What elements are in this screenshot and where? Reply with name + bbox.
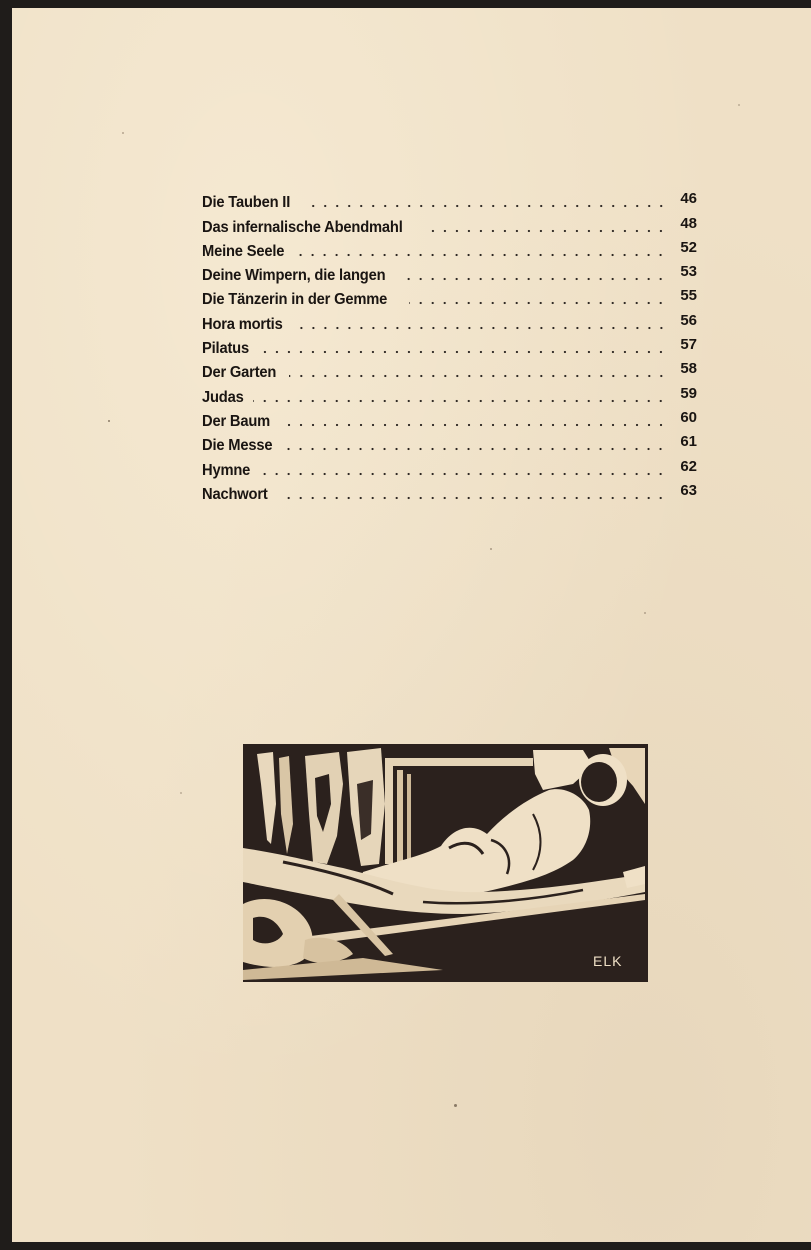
paper-speck [180, 792, 182, 794]
paper-speck [454, 1104, 457, 1107]
window-frame [407, 774, 411, 860]
toc-entry-title: Nachwort [202, 485, 268, 503]
toc-dot-leader [304, 204, 667, 208]
toc-entry [202, 237, 697, 261]
toc-entry-page: 59 [680, 384, 697, 402]
head-hair [581, 762, 617, 802]
toc-dot-leader [289, 374, 667, 378]
paper-speck [738, 104, 740, 106]
toc-entry-page: 57 [680, 336, 697, 354]
toc-entry-title: Das infernalische Abendmahl [202, 218, 403, 236]
paper-speck [108, 420, 110, 422]
toc-dot-leader [297, 253, 667, 257]
toc-entry-title: Der Garten [202, 364, 277, 382]
toc-dot-leader [296, 326, 667, 330]
paper-speck [644, 612, 646, 614]
toc-dot-leader [253, 399, 667, 403]
toc-entry [202, 261, 697, 285]
toc-entry [202, 212, 697, 236]
toc-entry-title: Deine Wimpern, die langen [202, 267, 386, 285]
book-page [12, 8, 811, 1242]
toc-entry-title: Pilatus [202, 340, 249, 358]
toc-entry-title: Die Tauben II [202, 194, 291, 212]
toc-entry [202, 480, 697, 504]
table-of-contents [202, 188, 697, 504]
toc-dot-leader [279, 496, 667, 500]
toc-dot-leader [284, 447, 667, 451]
toc-entry-page: 55 [680, 287, 697, 305]
paper-speck [490, 548, 492, 550]
toc-entry-title: Hora mortis [202, 315, 283, 333]
toc-entry [202, 407, 697, 431]
toc-entry [202, 431, 697, 455]
toc-entry [202, 188, 697, 212]
toc-entry [202, 334, 697, 358]
toc-entry-page: 56 [680, 311, 697, 329]
toc-entry-page: 53 [680, 263, 697, 281]
toc-entry-title: Meine Seele [202, 242, 285, 260]
toc-entry-page: 60 [680, 408, 697, 426]
toc-dot-leader [282, 423, 667, 427]
window-frame [397, 770, 403, 862]
toc-dot-leader [407, 277, 667, 281]
toc-entry-title: Die Tänzerin in der Gemme [202, 291, 388, 309]
toc-dot-leader [260, 472, 667, 476]
toc-entry-page: 48 [680, 214, 697, 232]
toc-entry-title: Der Baum [202, 412, 271, 430]
toc-entry-title: Die Messe [202, 437, 273, 455]
toc-entry-title: Judas [202, 388, 244, 406]
toc-entry [202, 358, 697, 382]
reclining-figure-woodcut [243, 744, 648, 982]
toc-entry-title: Hymne [202, 461, 251, 479]
toc-entry [202, 285, 697, 309]
toc-entry-page: 52 [680, 238, 697, 256]
paper-speck [122, 132, 124, 134]
woodcut-illustration [243, 744, 648, 982]
toc-entry [202, 382, 697, 406]
toc-entry [202, 309, 697, 333]
toc-entry-page: 62 [680, 457, 697, 475]
toc-entry-page: 61 [680, 433, 697, 451]
toc-entry-page: 63 [680, 481, 697, 499]
toc-entry-page: 46 [680, 190, 697, 208]
toc-dot-leader [426, 229, 667, 233]
toc-entry-page: 58 [680, 360, 697, 378]
artist-monogram: ELK [593, 953, 623, 969]
toc-dot-leader [409, 301, 667, 305]
toc-entry [202, 455, 697, 479]
toc-dot-leader [259, 350, 667, 354]
